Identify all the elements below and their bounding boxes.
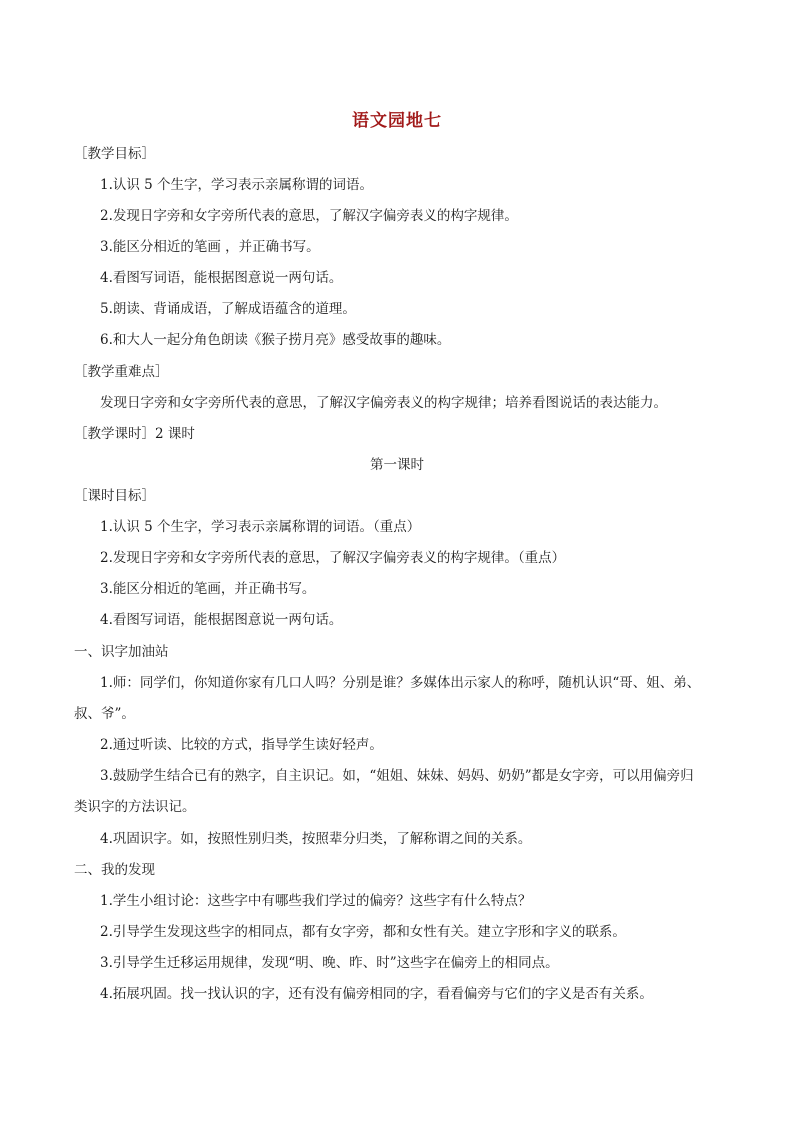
teaching-goal-item: 6.和大人一起分角色朗读《猴子捞月亮》感受故事的趣味。	[100, 332, 451, 348]
part-one-item-continued: 叔、爷”。	[74, 706, 135, 722]
part-one-heading: 一、识字加油站	[74, 644, 169, 660]
part-two-heading: 二、我的发现	[74, 862, 155, 878]
teaching-goal-item: 3.能区分相近的笔画 ，并正确书写。	[100, 239, 320, 255]
part-one-item: 1.师：同学们，你知道你家有几口人吗？分别是谁？多媒体出示家人的称呼，随机认识“哥、姐、弟、	[100, 675, 701, 691]
part-two-item: 4.拓展巩固。找一找认识的字，还有没有偏旁相同的字，看看偏旁与它们的字义是否有关系。	[100, 986, 653, 1002]
lesson-goal-item: 1.认识 5 个生字，学习表示亲属称谓的词语。（重点）	[100, 519, 421, 535]
part-two-item: 1.学生小组讨论：这些字中有哪些我们学过的偏旁？这些字有什么特点？	[100, 893, 532, 909]
teaching-goal-item: 4.看图写词语，能根据图意说一两句话。	[100, 270, 343, 286]
teaching-goals-heading: ［教学目标］	[74, 146, 155, 162]
part-one-item: 2.通过听读、比较的方式，指导学生读好轻声。	[100, 737, 383, 753]
teaching-goal-item: 1.认识 5 个生字，学习表示亲属称谓的词语。	[100, 177, 374, 193]
teaching-hours-heading: ［教学课时］2 课时	[74, 426, 195, 442]
lesson-goal-item: 3.能区分相近的笔画，并正确书写。	[100, 581, 316, 597]
lesson-title: 第一课时	[370, 457, 424, 473]
lesson-goal-item: 2.发现日字旁和女字旁所代表的意思，了解汉字偏旁表义的构字规律。（重点）	[100, 550, 566, 566]
part-one-item: 4.巩固识字。如，按照性别归类，按照辈分归类，了解称谓之间的关系。	[100, 831, 532, 847]
part-two-item: 3.引导学生迁移运用规律，发现“明、晚、昨、时”这些字在偏旁上的相同点。	[100, 955, 559, 971]
teaching-goal-item: 5.朗读、背诵成语，了解成语蕴含的道理。	[100, 301, 356, 317]
key-points-heading: ［教学重难点］	[74, 364, 169, 380]
key-points-text: 发现日字旁和女字旁所代表的意思，了解汉字偏旁表义的构字规律；培养看图说话的表达能力。	[100, 395, 667, 411]
teaching-goal-item: 2.发现日字旁和女字旁所代表的意思，了解汉字偏旁表义的构字规律。	[100, 208, 518, 224]
part-two-item: 2.引导学生发现这些字的相同点，都有女字旁，都和女性有关。建立字形和字义的联系。	[100, 924, 626, 940]
part-one-item-continued: 类识字的方法识记。	[74, 799, 196, 815]
lesson-goal-item: 4.看图写词语，能根据图意说一两句话。	[100, 612, 343, 628]
document-title: 语文园地七	[352, 111, 442, 131]
lesson-goals-heading: ［课时目标］	[74, 488, 155, 504]
part-one-item: 3.鼓励学生结合已有的熟字，自主识记。如，“姐姐、妹妹、妈妈、奶奶”都是女字旁，可以用偏旁归	[100, 768, 694, 784]
